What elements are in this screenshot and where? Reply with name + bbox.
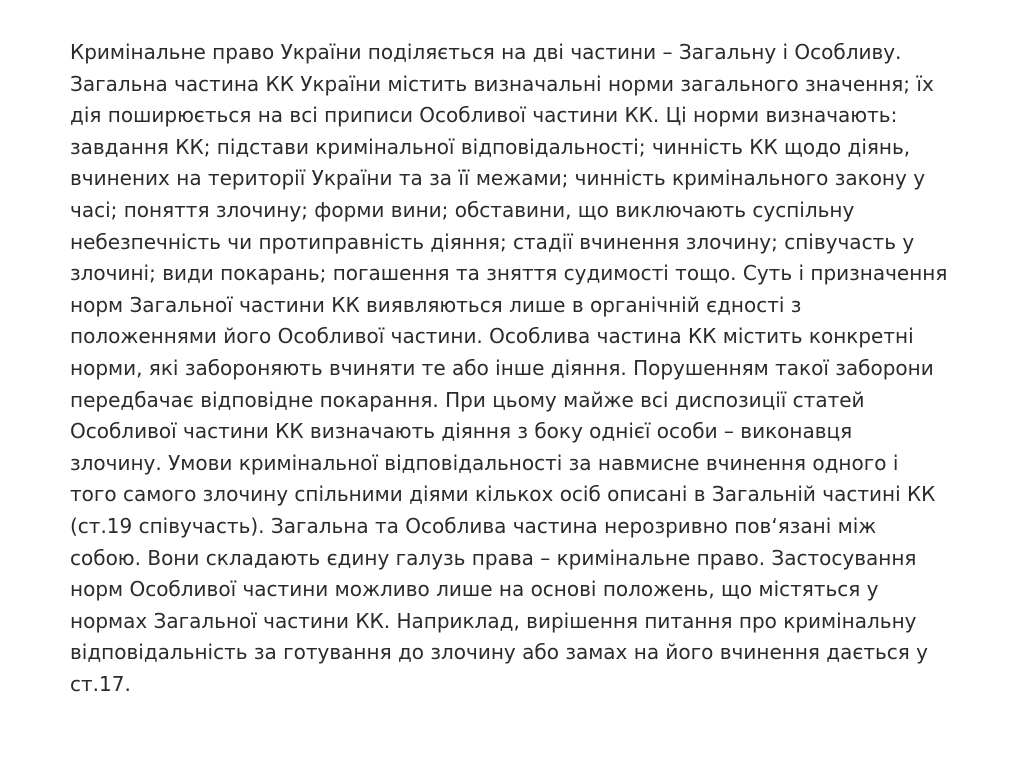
- text-line-7: небезпечність чи протиправність діяння; стадії вчинення злочину; співучасть у: [70, 229, 915, 254]
- text-line-8: злочині; види покарань; погашення та зняття судимості тощо. Суть і призначення: [70, 261, 948, 286]
- text-line-18: норм Особливої частини можливо лише на основі положень, що містяться у: [70, 577, 879, 602]
- text-line-21: ст.17.: [70, 671, 131, 696]
- body-text: [70, 37, 980, 700]
- text-line-6: часі; поняття злочину; форми вини; обставини, що виключають суспільну: [70, 197, 855, 222]
- text-line-9: норм Загальної частини КК виявляються лише в органічній єдності з: [70, 292, 802, 317]
- text-line-16: (ст.19 співучасть). Загальна та Особлива частина нерозривно пов‘язані між: [70, 513, 877, 538]
- text-line-20: відповідальність за готування до злочину або замах на його вчинення дається у: [70, 640, 929, 665]
- text-line-14: злочину. Умови кримінальної відповідальності за навмисне вчинення одного і: [70, 450, 899, 475]
- text-line-10: положеннями його Особливої частини. Особлива частина КК містить конкретні: [70, 324, 914, 349]
- text-line-12: передбачає відповідне покарання. При цьому майже всі диспозиції статей: [70, 387, 865, 412]
- text-line-17: собою. Вони складають єдину галузь права – кримінальне право. Застосування: [70, 545, 917, 570]
- text-line-4: завдання КК; підстави кримінальної відповідальності; чинність КК щодо діянь,: [70, 134, 911, 159]
- text-line-13: Особливої частини КК визначають діяння з боку однієї особи – виконавця: [70, 419, 853, 444]
- text-line-19: нормах Загальної частини КК. Наприклад, вирішення питання про кримінальну: [70, 608, 917, 633]
- text-line-3: дія поширюється на всі приписи Особливої частини КК. Ці норми визначають:: [70, 103, 898, 128]
- text-line-1: Кримінальне право України поділяється на дві частини – Загальну і Особливу.: [70, 40, 902, 64]
- text-line-2: Загальна частина КК України містить визначальні норми загального значення; їх: [70, 71, 934, 96]
- text-line-15: того самого злочину спільними діями кількох осіб описані в Загальній частині КК: [70, 482, 936, 507]
- text-line-5: вчинених на території України та за її межами; чинність кримінального закону у: [70, 166, 926, 191]
- text-line-11: норми, які забороняють вчиняти те або інше діяння. Порушенням такої заборони: [70, 355, 934, 380]
